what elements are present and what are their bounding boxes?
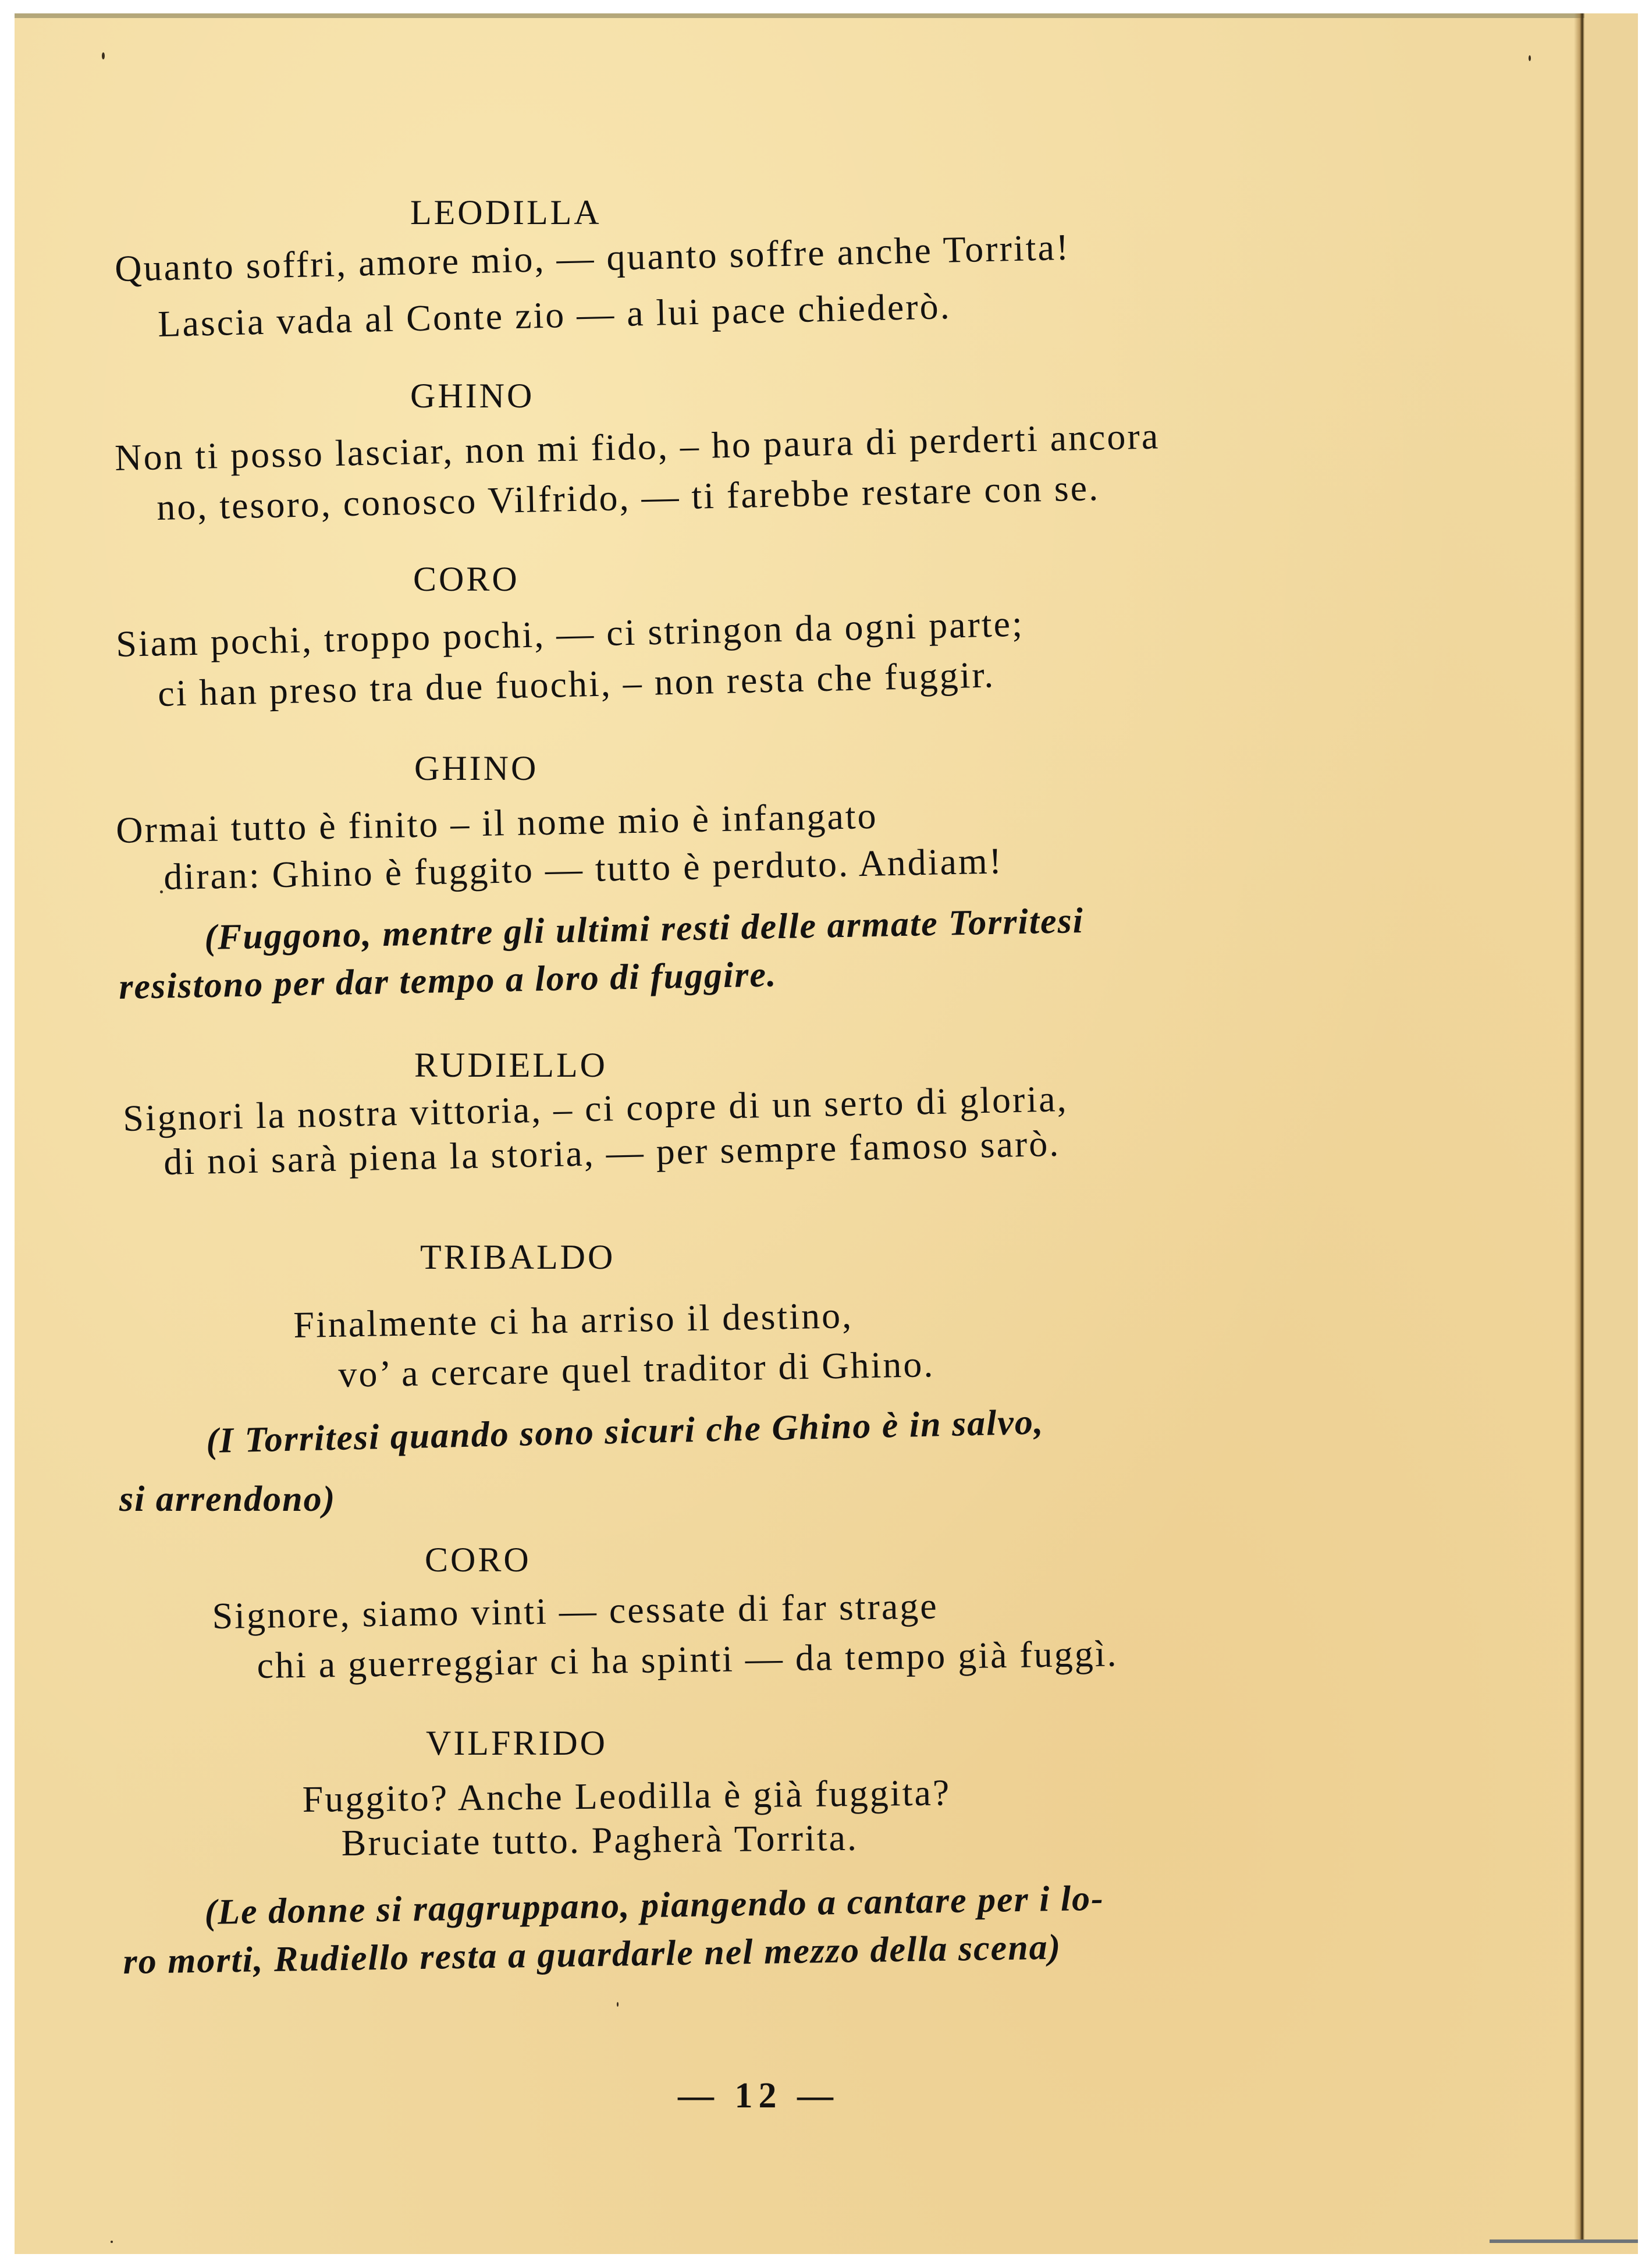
paper-speck xyxy=(160,890,163,893)
paper-speck xyxy=(617,2002,619,2007)
verse-line: diran: Ghino è fuggito — tutto è perduto. Andiam! xyxy=(163,840,1004,897)
verse-line: ci han preso tra due fuochi, – non resta che fuggir. xyxy=(157,654,996,714)
page-edge-flap xyxy=(1584,13,1638,2239)
verse-line: Lascia vada al Conte zio — a lui pace chiederò. xyxy=(157,285,952,345)
stage-direction: resistono per dar tempo a loro di fuggire. xyxy=(118,954,778,1007)
verse-line: Signore, siamo vinti — cessate di far strage xyxy=(212,1585,939,1637)
verse-line: Non ti posso lasciar, non mi fido, – ho paura di perderti ancora xyxy=(114,415,1160,478)
speaker-name: GHINO xyxy=(410,377,535,415)
stage-direction: (I Torritesi quando sono sicuri che Ghino è in salvo, xyxy=(205,1402,1045,1461)
paper-speck xyxy=(111,2241,113,2243)
verse-line: chi a guerreggiar ci ha spinti — da tempo già fuggì. xyxy=(257,1632,1118,1686)
speaker-name: RUDIELLO xyxy=(414,1046,607,1084)
verse-line: Bruciate tutto. Pagherà Torrita. xyxy=(341,1816,859,1864)
stage-direction: ro morti, Rudiello resta a guardarle nel mezzo della scena) xyxy=(122,1927,1062,1982)
stage-direction: (Le donne si raggruppano, piangendo a cantare per i lo- xyxy=(204,1878,1105,1932)
verse-line: Fuggito? Anche Leodilla è già fuggita? xyxy=(302,1772,951,1820)
stage-direction: (Fuggono, mentre gli ultimi resti delle armate Torritesi xyxy=(204,900,1085,957)
verse-line: Siam pochi, troppo pochi, — ci stringon da ogni parte; xyxy=(115,602,1025,665)
page-fold xyxy=(1574,13,1584,2239)
page-bottom-shadow xyxy=(1490,2239,1638,2243)
speaker-name: LEODILLA xyxy=(410,193,602,232)
speaker-name: VILFRIDO xyxy=(426,1724,607,1762)
speaker-name: CORO xyxy=(425,1541,531,1579)
speaker-name: GHINO xyxy=(414,749,539,787)
speaker-name: CORO xyxy=(413,560,520,598)
verse-line: Signori la nostra vittoria, – ci copre di un serto di gloria, xyxy=(122,1077,1069,1139)
paper-speck xyxy=(1529,55,1531,61)
verse-line: Quanto soffri, amore mio, — quanto soffre anche Torrita! xyxy=(114,226,1071,289)
verse-line: vo’ a cercare quel traditor di Ghino. xyxy=(337,1343,935,1395)
paper-speck xyxy=(102,52,105,59)
verse-line: no, tesoro, conosco Vilfrido, — ti farebbe restare con se. xyxy=(156,467,1100,528)
verse-line: Ormai tutto è finito – il nome mio è infangato xyxy=(115,794,879,851)
speaker-name: TRIBALDO xyxy=(420,1238,616,1276)
verse-line: di noi sarà piena la storia, — per sempre famoso sarò. xyxy=(163,1122,1061,1183)
stage-direction: si arrendono) xyxy=(119,1479,336,1519)
verse-line: Finalmente ci ha arriso il destino, xyxy=(293,1294,854,1346)
page-number: — 12 — xyxy=(678,2076,839,2116)
